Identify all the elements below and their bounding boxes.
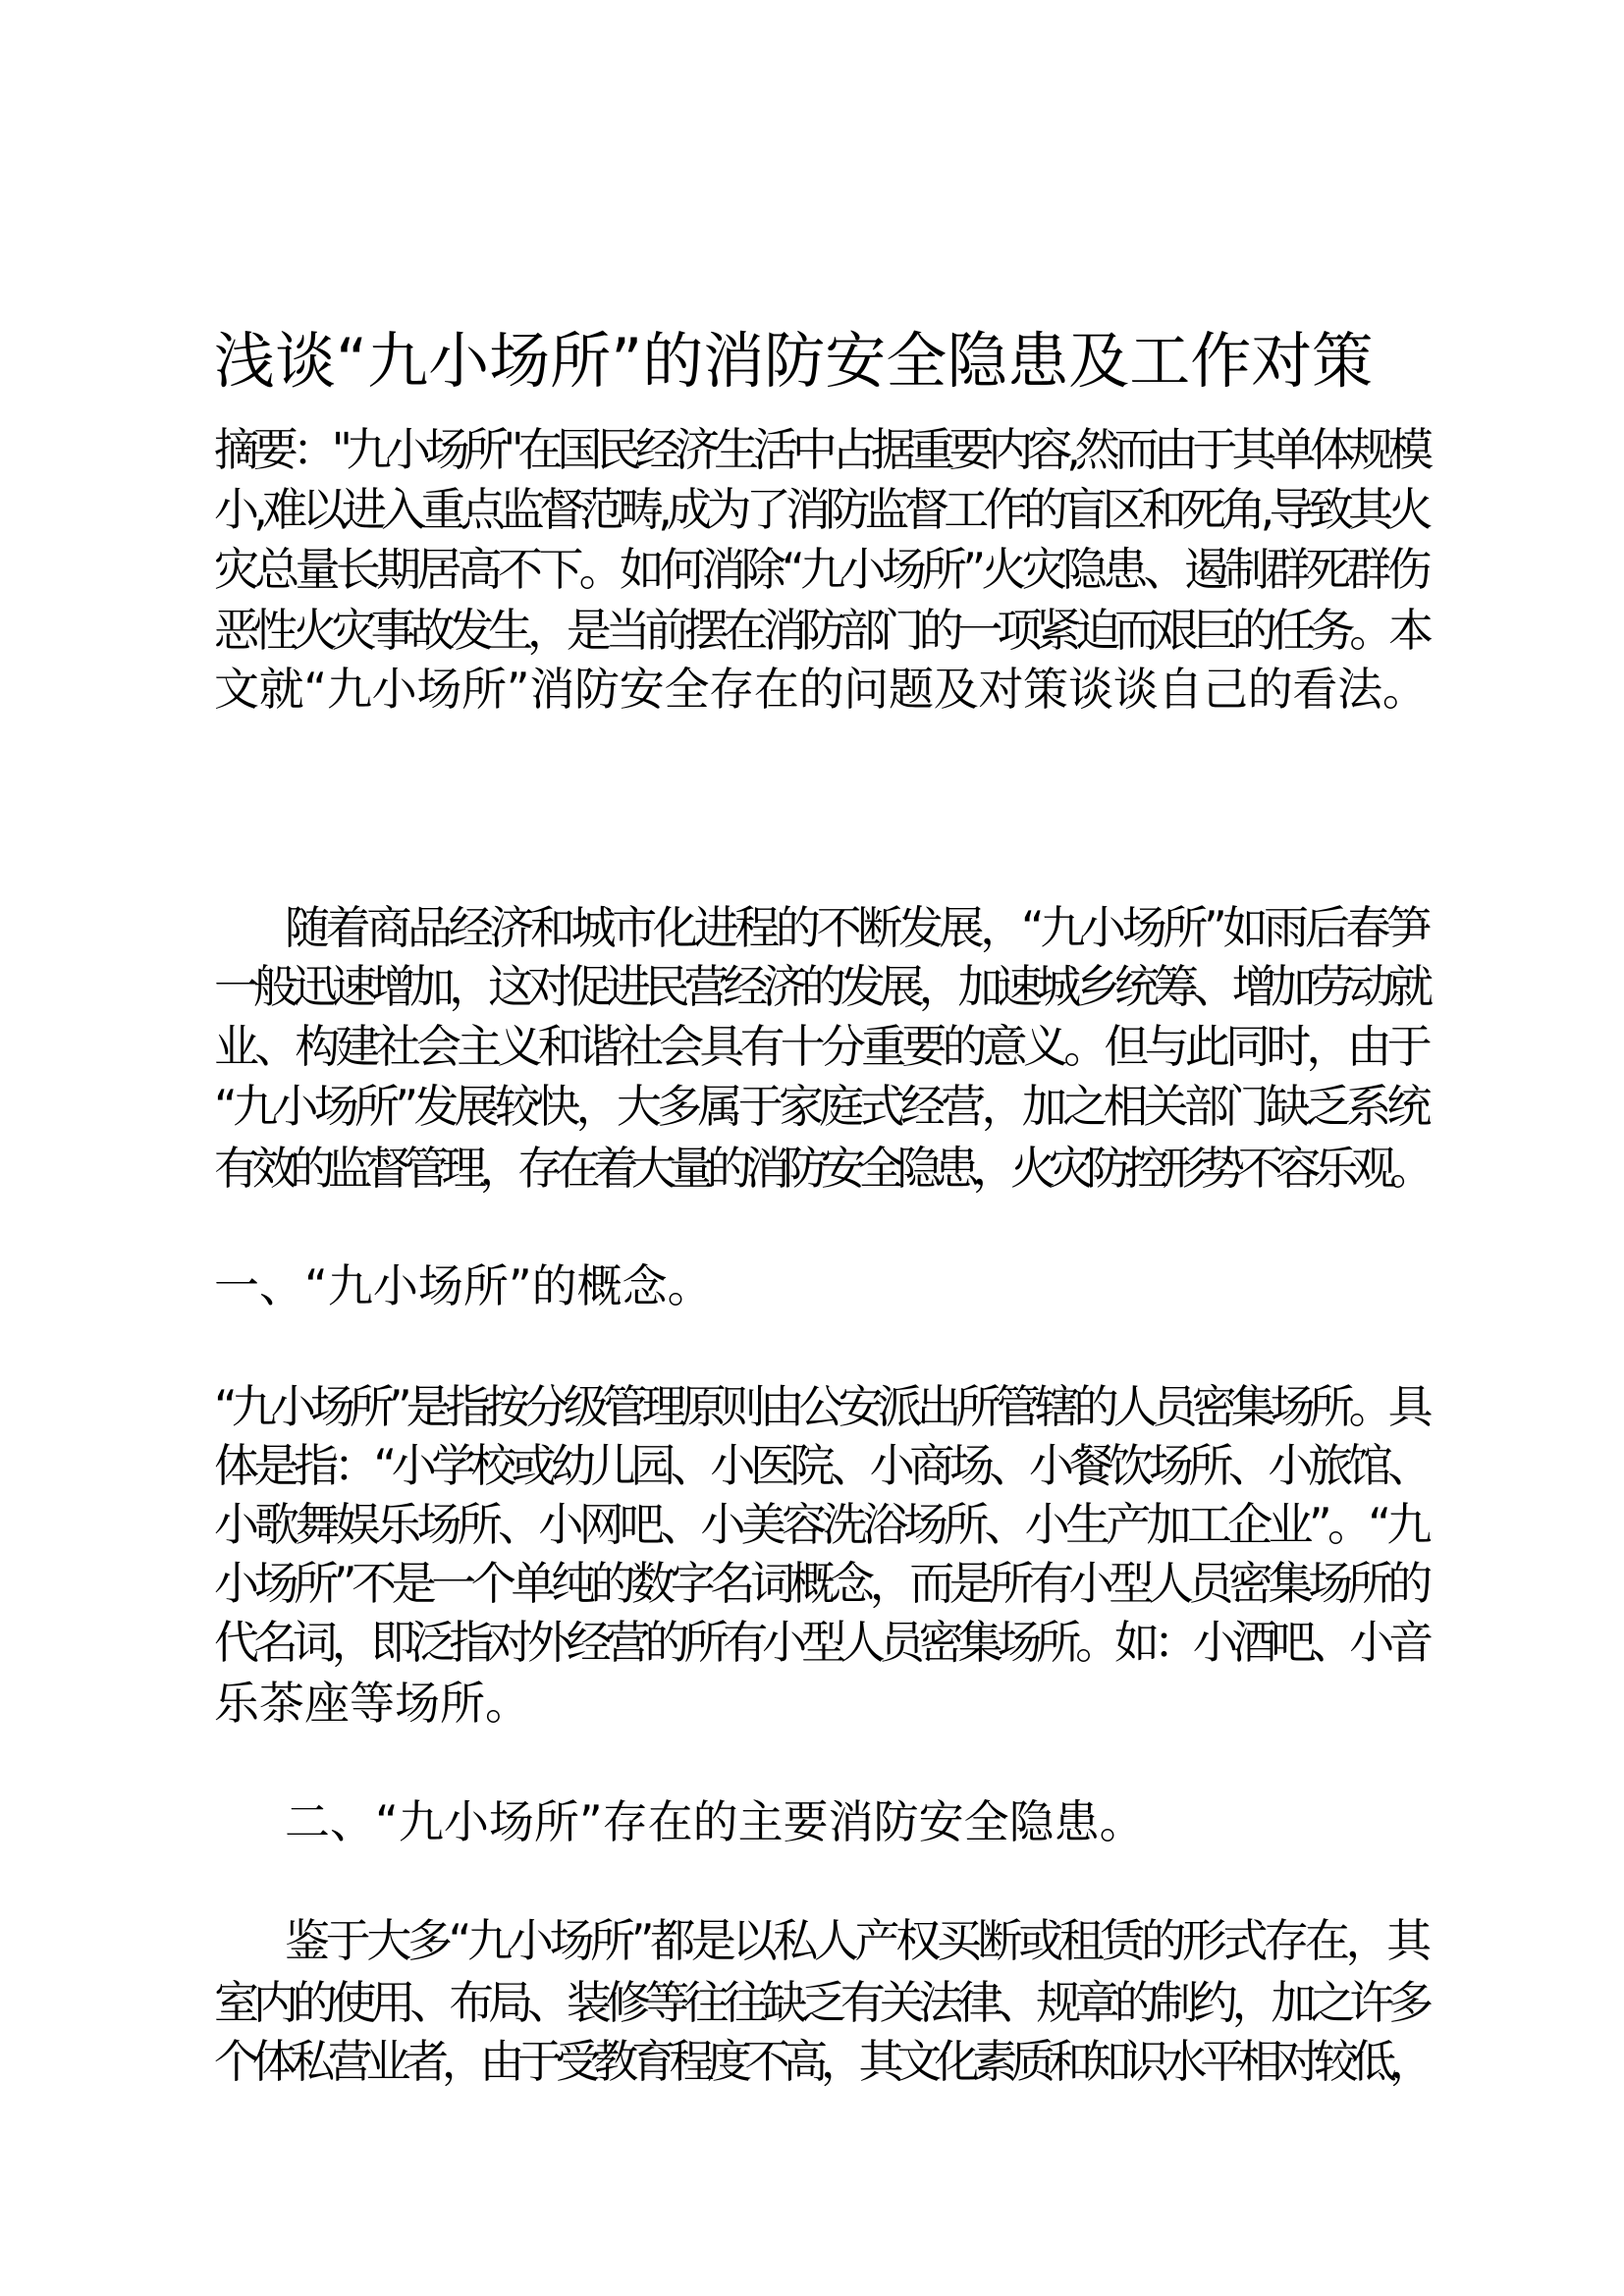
- paragraph-line: 室内的使用、布局、装修等往往缺乏有关法律、规章的制约，加之许多: [214, 1976, 1428, 2029]
- section-heading-2: 二、“九小场所”存在的主要消防安全隐患。: [285, 1795, 1145, 1848]
- paragraph-line: 一般迅速增加，这对促进民营经济的发展，加速城乡统筹、增加劳动就: [214, 960, 1428, 1013]
- abstract-line: 恶性火灾事故发生，是当前摆在消防部门的一项紧迫而艰巨的任务。本: [214, 604, 1428, 657]
- paragraph-line: 业、构建社会主义和谐社会具有十分重要的意义。但与此同时，由于: [214, 1020, 1429, 1073]
- paragraph-line: 代名词，即泛指对外经营的所有小型人员密集场所。如：小酒吧、小音: [214, 1616, 1428, 1669]
- paragraph-line: 鉴于大多“九小场所”都是以私人产权买断或租赁的形式存在，其: [285, 1914, 1428, 1967]
- paragraph-line: 体是指：“小学校或幼儿园、小医院、小商场、小餐饮场所、小旅馆、: [214, 1439, 1428, 1492]
- abstract-line: 摘要："九小场所"在国民经济生活中占据重要内容,然而由于其单体规模: [214, 423, 1428, 476]
- abstract-line: 文就“九小场所”消防安全存在的问题及对策谈谈自己的看法。: [214, 663, 1428, 716]
- paragraph-line: “九小场所”是指按分级管理原则由公安派出所管辖的人员密集场所。具: [214, 1380, 1428, 1433]
- abstract-line: 灾总量长期居高不下。如何消除“九小场所”火灾隐患、遏制群死群伤: [214, 543, 1428, 596]
- paragraph-line: 小歌舞娱乐场所、小网吧、小美容洗浴场所、小生产加工企业”。“九: [214, 1498, 1428, 1551]
- paragraph-line: 有效的监督管理，存在着大量的消防安全隐患，火灾防控形势不容乐观。: [214, 1142, 1428, 1195]
- section-heading-1: 一、“九小场所”的概念。: [214, 1259, 713, 1312]
- paragraph-line: “九小场所”发展较快，大多属于家庭式经营，加之相关部门缺乏系统: [214, 1080, 1428, 1133]
- document-title: 浅谈“九小场所”的消防安全隐患及工作对策: [214, 325, 1374, 397]
- paragraph-line: 个体私营业者，由于受教育程度不高，其文化素质和知识水平相对较低，: [214, 2035, 1428, 2088]
- paragraph-line: 随着商品经济和城市化进程的不断发展，“九小场所”如雨后春笋: [285, 901, 1428, 954]
- paragraph-line: 乐茶座等场所。: [214, 1677, 530, 1730]
- abstract-line: 小,难以进入重点监督范畴,成为了消防监督工作的盲区和死角,导致其火: [214, 483, 1428, 536]
- paragraph-line: 小场所”不是一个单纯的数字名词概念，而是所有小型人员密集场所的: [214, 1557, 1428, 1610]
